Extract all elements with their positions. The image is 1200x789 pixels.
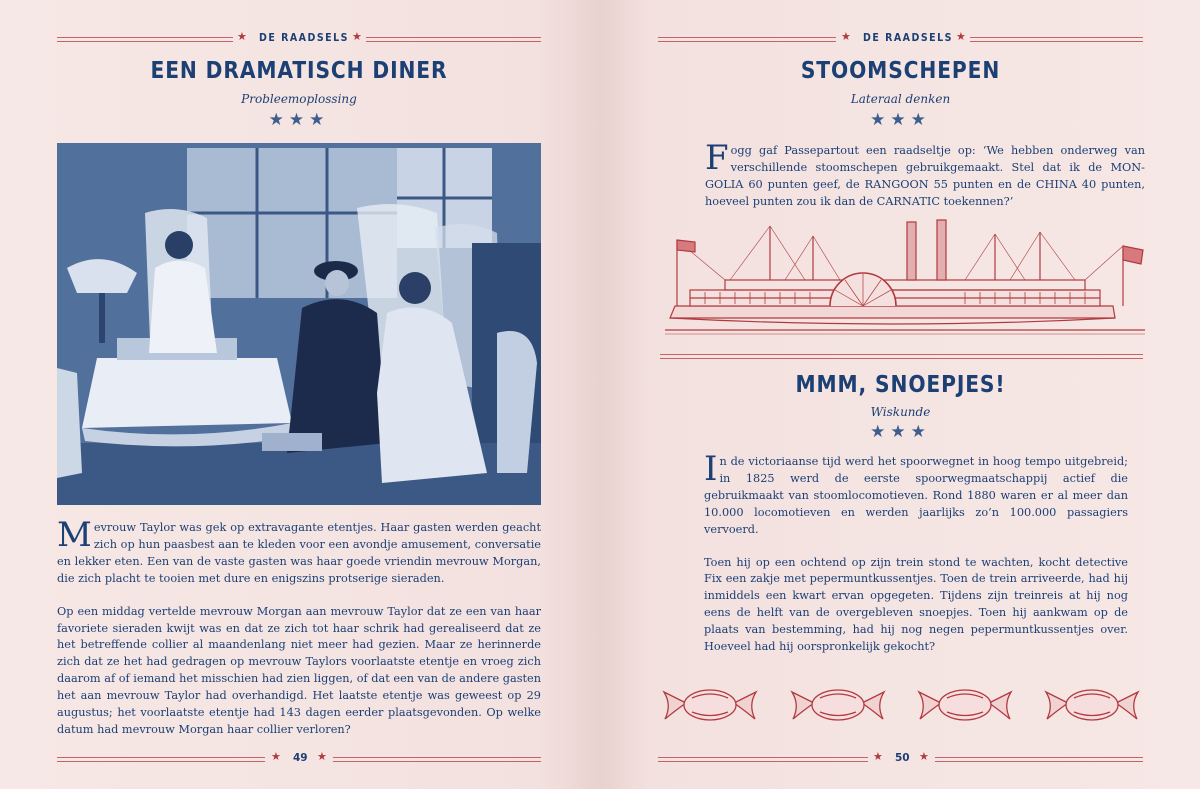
drop-cap: M <box>57 515 92 555</box>
puzzle-category: Wiskunde <box>870 405 931 419</box>
puzzle-category: Lateraal denken <box>850 92 951 106</box>
puzzle-title-sweets: MMM, SNOEPJES! <box>795 372 1006 398</box>
running-head-left <box>57 32 541 46</box>
star-ornament-icon: ★ <box>841 30 851 43</box>
running-head-right <box>658 32 1143 46</box>
section-divider <box>660 354 1143 359</box>
folio-right <box>658 752 1143 766</box>
paddle-steamer-engraving-icon <box>665 218 1145 338</box>
puzzle-category: Probleemoplossing <box>241 92 357 106</box>
candy-icon <box>1044 686 1140 724</box>
folio-left <box>57 752 541 766</box>
puzzle-text <box>57 515 541 755</box>
victorian-dinner-image <box>57 143 541 505</box>
paragraph-1: Mevrouw Taylor was gek op extravagante etentjes. Haar gasten werden geacht zich op hun paasbest aan te kleden voor een avondje amusement, conversatie en lekker eten. Een van de vaste gasten was haar goede vriendin mevrouw Morgan, die zich placht te tooien met dure en enigszins protserige sieraden. <box>57 515 541 585</box>
star-ornament-icon: ★ <box>271 750 281 763</box>
star-ornament-icon: ★ <box>317 750 327 763</box>
page-number: 49 <box>293 752 308 764</box>
puzzle-text-sweets <box>704 449 1128 672</box>
paragraph-1: In de victoriaanse tijd werd het spoorwegnet in hoog tempo uitgebreid; in 1825 werd de eerste spoorwegmaatschappij actief die gebruikmaakt van stoomlocomotieven. Rond 1880 waren er al meer dan 10.000 locomotieven en werden jaarlijks zo’n 100.000 passagiers vervoerd. <box>704 449 1128 536</box>
difficulty-stars: ★★★ <box>870 422 931 442</box>
candy-icon <box>662 686 758 724</box>
star-ornament-icon: ★ <box>956 30 966 43</box>
page-number: 50 <box>895 752 910 764</box>
puzzle-title-steamships: STOOMSCHEPEN <box>800 58 1001 84</box>
drop-cap: I <box>704 449 718 489</box>
difficulty-stars: ★★★ <box>268 110 330 130</box>
difficulty-stars: ★★★ <box>870 110 931 130</box>
paragraph-2: Op een middag vertelde mevrouw Morgan aan mevrouw Taylor dat ze een van haar favoriete sieraden kwijt was en dat ze zich tot haar schrik had gerealiseerd dat ze het betreffende collier al maandenlang niet meer had gezien. Maar ze herinnerde zich dat ze het had gedragen op mevrouw Taylors voorlaatste etentje en vroeg zich daarom af of iemand het misschien had zien liggen, of dat een van de andere gasten het aan mevrouw Taylor had overhandigd. Het laatste etentje was geweest op 29 augustus; het voorlaatste etentje had 143 dagen eerder plaatsgevonden. Op welke datum had mevrouw Morgan haar collier verloren? <box>57 604 541 736</box>
candy-icon <box>790 686 886 724</box>
drop-cap: F <box>705 138 729 178</box>
star-ornament-icon: ★ <box>873 750 883 763</box>
victorian-dinner-engraving-icon <box>57 143 541 505</box>
page-title: EEN DRAMATISCH DINER <box>150 58 448 84</box>
star-ornament-icon: ★ <box>352 30 362 43</box>
running-head-text: DE RAADSELS <box>863 32 953 44</box>
star-ornament-icon: ★ <box>919 750 929 763</box>
paragraph-2: Toen hij op een ochtend op zijn trein stond te wachten, kocht detective Fix een zakje met pepermuntkussentjes. Toen de trein arriveerde, had hij inmiddels een kwart ervan opgegeten. Tijdens zijn treinreis at hij nog eens de helft van de overgebleven snoepjes. Toen hij aankwam op de plaats van bestemming, had hij nog negen pepermuntkussentjes over. Hoeveel had hij oorspronkelijk gekocht? <box>704 555 1128 654</box>
puzzle-text-steamships: Fogg gaf Passepartout een raadseltje op: ‘We hebben onderweg van verschillende stoomschepen gebruikgemaakt. Stel dat ik de MON-GOLIA 60 punten geef, de RANGOON 55 punten en de CHINA 40 punten, hoeveel punten zou ik dan de CARNATIC toekennen?’ <box>705 138 1145 208</box>
running-head-text: DE RAADSELS <box>259 32 349 44</box>
star-ornament-icon: ★ <box>237 30 247 43</box>
candy-icon <box>917 686 1013 724</box>
